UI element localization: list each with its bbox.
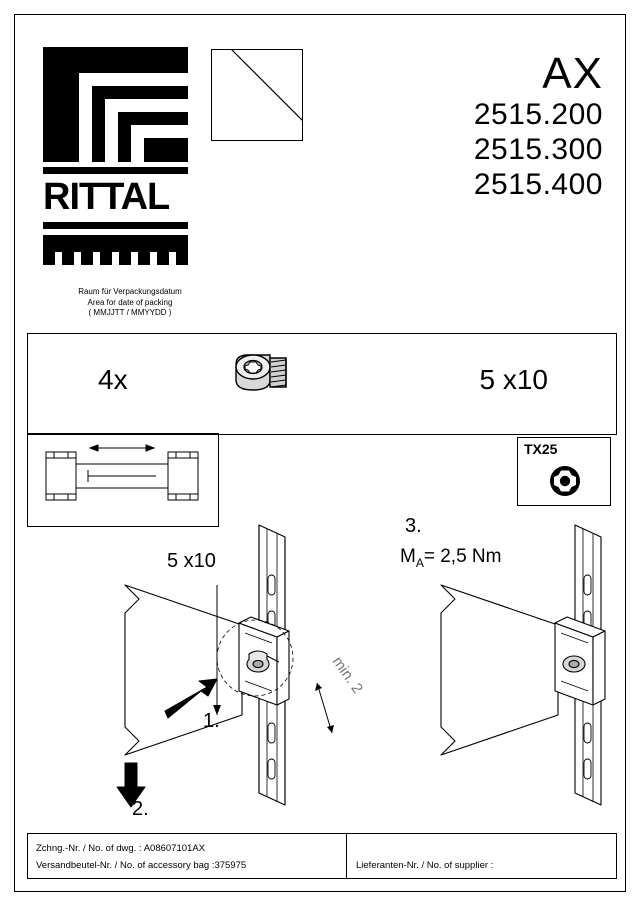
dimension-detail-box — [27, 433, 219, 527]
parts-list-box — [27, 333, 617, 435]
footer-divider — [346, 834, 347, 878]
step-1-number: 1. — [203, 710, 220, 732]
logo-rule-bottom — [43, 222, 188, 229]
part-size: 5 x10 — [479, 364, 548, 395]
logo-corner-mark — [43, 47, 188, 162]
tool-label: TX25 — [524, 441, 558, 457]
step-3-number: 3. — [405, 515, 422, 537]
torque-spec — [400, 546, 501, 570]
date-box-slash — [211, 49, 303, 141]
page-title: AX — [542, 49, 603, 98]
date-of-packing-box — [211, 49, 303, 141]
instruction-sheet — [14, 14, 626, 892]
logo-teeth — [43, 235, 188, 265]
supplier-number: Lieferanten-Nr. / No. of supplier : — [356, 860, 494, 871]
packing-note-line-1: Raum für Verpackungsdatum — [78, 287, 182, 296]
packing-note-line-2: Area for date of packing — [87, 297, 173, 307]
drawing-number: Zchng.-Nr. / No. of dwg. : A08607101AX — [36, 843, 205, 854]
rittal-logo — [43, 47, 188, 252]
accessory-bag-number: Versandbeutel-Nr. / No. of accessory bag :375975 — [36, 860, 247, 871]
part-number-1: 2515.200 — [473, 98, 603, 131]
packing-date-note — [55, 287, 205, 319]
assembly-drawing-svg — [27, 515, 615, 835]
part-number-3: 2515.400 — [473, 168, 603, 201]
pan-head-torx-screw-icon — [228, 346, 298, 426]
title-column — [474, 51, 603, 202]
packing-note-line-3: ( MMJJTT / MMYYDD ) — [88, 308, 172, 317]
step-2-number: 2. — [132, 798, 149, 820]
sheet-footer — [27, 833, 617, 879]
bracket-section-drawing — [28, 434, 218, 526]
sheet-header — [15, 15, 625, 317]
torque-subscript: A — [415, 555, 424, 570]
screw-size-callout: 5 x10 — [167, 550, 216, 572]
torque-value: = 2,5 Nm — [423, 546, 502, 567]
part-number-2: 2515.300 — [473, 133, 603, 166]
torque-symbol: M — [400, 546, 416, 567]
logo-wordmark: RITTAL — [43, 176, 170, 218]
part-quantity: 4x — [98, 364, 128, 395]
assembly-drawing — [27, 515, 615, 835]
svg-text:min. 2: min. 2 — [328, 653, 367, 697]
torx-bit-icon — [548, 464, 582, 498]
tool-box — [517, 437, 611, 506]
logo-rule-top — [43, 167, 188, 174]
